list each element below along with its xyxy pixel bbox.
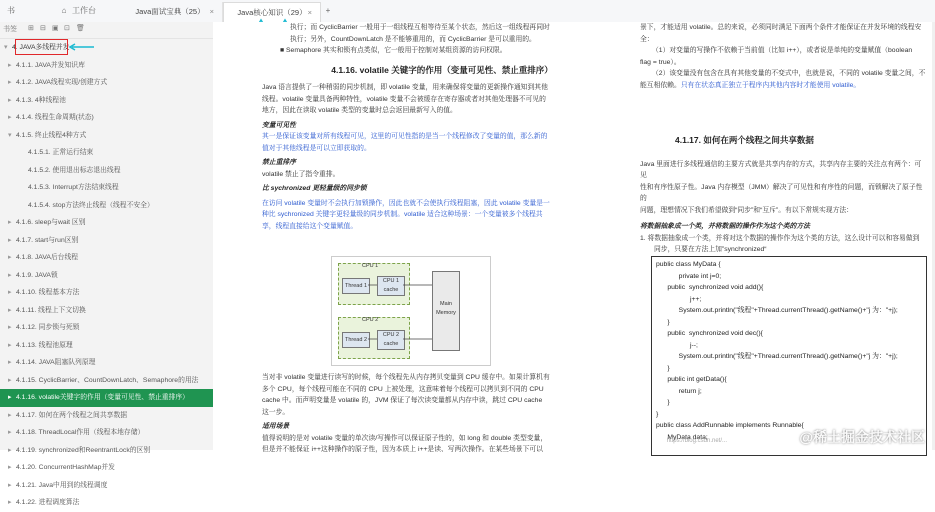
close-icon[interactable]: × [307,8,312,17]
chevron-right-icon[interactable]: ▸ [8,96,12,104]
sidebar-item-label: 4.1.12. 同步锁与死锁 [16,324,80,331]
text-line: 其一是保证该变量对所有线程可见，这里的可见性指的是当一个线程修改了变量的值，那么新的 [262,133,548,140]
chevron-right-icon[interactable]: ▸ [8,376,12,384]
text-line: 值对于其他线程是可以立即获取的。 [262,144,371,152]
code-line: public synchronized void add(){ [656,284,764,291]
thread1-label: Thread 1 [344,283,367,289]
text-line: 在访问 volatile 变量时不会执行加锁操作，因此也就不会使执行线程阻塞，因此 volatile 变量是一 [262,199,550,207]
document-viewer[interactable] [213,22,935,453]
sidebar-item[interactable] [0,92,213,110]
code-line: MyData data; [656,433,708,441]
code-line: } [656,410,659,418]
section-heading: 4.1.16. volatile 关键字的作用（变量可见性、禁止重排序） [331,64,553,75]
home-tab[interactable] [72,4,112,18]
chevron-right-icon[interactable]: ▸ [8,324,12,331]
text-line: volatile 禁止了指令重排。 [262,170,340,178]
sidebar-item-label: 4.1.14. JAVA阻塞队列原理 [16,359,96,366]
code-line: } [656,399,670,406]
sidebar-item-label: 4.1.22. 进程调度算法 [16,499,80,506]
code-lines [656,259,922,443]
sidebar-item[interactable] [0,127,213,145]
sidebar-item-label: 4.1.15. CyclicBarrier、CountDownLatch、Semaphore的用法 [16,376,199,384]
sidebar-item[interactable] [0,249,213,267]
sidebar-item-label: 4.1.5. 终止线程4种方式 [16,131,87,139]
text-line: 景下，才能适用 volatile。总的来说，必须同时满足下面两个条件才能保证在并发环境的线程安 [640,24,922,31]
collapse-all-icon[interactable]: ⊟ [40,25,46,32]
chevron-right-icon[interactable]: ▸ [8,499,12,506]
subheading: 适用场景 [262,423,290,430]
chevron-right-icon[interactable]: ▸ [8,236,12,244]
chevron-right-icon[interactable]: ▸ [8,79,12,86]
text-line: 多个 CPU，每个线程可能在不同的 CPU 上被处理，这意味着每个线程可以拷贝到不同的 CPU [262,385,544,393]
sidebar-item[interactable] [0,197,213,215]
cpu1-label: CPU 1 [362,263,379,269]
bullet-item: ■ Semaphore 其实和锁有点类似，它一般用于控制对某组资源的访问权限。 [280,47,507,54]
toc-toggle-icon[interactable] [4,4,18,18]
sidebar-item-label: 4.1.11. 线程上下文切换 [16,306,86,314]
sidebar-item-label: 4.1.1. JAVA并发知识库 [16,61,85,69]
expand-all-icon[interactable]: ⊞ [28,25,34,32]
sidebar-item[interactable] [0,284,213,302]
bookmark-label[interactable]: 书签 [3,26,17,33]
page-left-column [262,22,622,232]
home-tab-label: 工作台 [72,6,96,15]
text-line [640,80,928,92]
sidebar-item[interactable] [0,57,213,75]
arrow-pointer-icon [66,42,96,52]
text-span: 只有在状态真正独立于程序内其他内容时才能使用 volatile。 [680,81,861,89]
diagram-arrows [332,257,490,365]
sidebar-item[interactable] [0,74,213,92]
tab-label: Java核心知识（29） [237,8,307,17]
top-toolbar [0,0,935,23]
sidebar-item[interactable] [0,267,213,285]
sidebar-item[interactable] [0,214,213,232]
chevron-right-icon[interactable]: ▾ [4,44,8,51]
code-line: private int j=0; [656,272,722,280]
sidebar-item-label: 4.1.5.1. 正常运行结束 [28,149,94,156]
chevron-right-icon[interactable]: ▸ [8,429,12,436]
chevron-right-icon[interactable]: ▸ [8,306,12,314]
text-line: 性和有序性原子性。Java 内存模型（JMM）解决了可见性和有序性的问题，而锁解决了原子性的 [640,183,923,202]
text-line: 种比 sychronized 关键字更轻量级的同步机制。volatile 适合这种场景：一个变量被多个线程共 [262,211,543,218]
code-line: } [656,318,670,326]
code-line: return j; [656,387,702,395]
text-line: 享，线程直接给这个变量赋值。 [262,222,358,230]
chevron-right-icon[interactable]: ▸ [8,411,12,419]
sidebar-item[interactable] [0,144,213,162]
code-line: j++; [656,295,702,303]
tab-label: Java面试宝典（25） [135,7,205,16]
text-line: 值得说明的是对 volatile 变量的单次读/写操作可以保证原子性的，如 long 和 double 类型变量， [262,434,548,442]
sidebar-item-label: 4.1.9. JAVA锁 [16,271,58,279]
sidebar-toolbar [0,22,213,39]
subheading: 禁止重排序 [262,159,296,166]
text-line: 执行；另外，CountDownLatch 是不能够重用的，而 CyclicBarrier 是可以重用的。 [290,35,536,43]
code-line: public class MyData { [656,261,721,268]
delete-icon[interactable]: 🗑 [76,25,85,32]
sidebar-item-label: 4.1.19. synchronized和ReentrantLock的区别 [16,446,151,454]
sidebar-item-label: 4.1.8. JAVA后台线程 [16,254,79,261]
watermark-url: https://blog.csdn.net/... [666,438,727,444]
cache1-label: CPU 1 cache [382,278,400,293]
sidebar-item-label: 4.1.2. JAVA线程实现/创建方式 [16,79,108,86]
code-line: } [656,364,670,372]
sidebar-item[interactable] [0,337,213,355]
chevron-right-icon[interactable]: ▸ [8,394,12,401]
chevron-right-icon[interactable]: ▸ [8,219,12,226]
text-line: cache 中。而声明变量是 volatile 的，JVM 保证了每次读变量都从内存中读，跳过 CPU cache [262,397,543,404]
toc-list [0,39,213,512]
chevron-right-icon[interactable]: ▸ [8,289,12,296]
sidebar-item[interactable] [0,424,213,442]
text-line: 问题，理想情况下我们希望做到“同步”和“互斥”。有以下常规实现方法： [640,206,853,214]
toc-icon-label: 书 [7,6,15,15]
chevron-right-icon[interactable]: ▸ [8,464,12,471]
sidebar-item-label: 4.1.17. 如何在两个线程之间共享数据 [16,411,128,419]
subheading: 将数据抽象成一个类，并将数据的操作作为这个类的方法 [640,223,810,230]
chevron-right-icon[interactable]: ▸ [8,114,12,121]
sidebar-item[interactable] [0,319,213,337]
sidebar-item[interactable] [0,372,213,390]
sidebar-item-label: 4.1.3. 4种线程池 [16,96,66,104]
sidebar-item[interactable] [0,302,213,320]
code-line: public synchronized void dec(){ [656,330,763,337]
text-line: 地方，因此在读取 volatile 类型的变量时总会返回最新写入的值。 [262,107,457,114]
sidebar-item[interactable] [0,477,213,495]
sidebar-item-label: 4. JAVA多线程并发 [12,44,70,51]
sidebar-item-label: 4.1.21. Java中用到的线程调度 [16,481,108,489]
sidebar-item-label: 4.1.18. ThreadLocal作用（线程本地存储） [16,429,145,436]
text-line: Java 语言提供了一种稍弱的同步机制，即 volatile 变量，用来确保将变量的更新操作通知到其他 [262,84,548,91]
code-line: public int getData(){ [656,376,727,383]
cpu-cache-diagram [331,256,491,366]
text-line: 当对非 volatile 变量进行读写的时候，每个线程先从内存拷贝变量到 CPU 缓存中。如果计算机有 [262,374,550,381]
sidebar-item[interactable] [0,232,213,250]
chevron-right-icon[interactable]: ▸ [8,359,12,366]
chevron-right-icon[interactable]: ▸ [8,254,12,261]
chevron-right-icon[interactable]: ▸ [8,61,12,69]
sidebar-item-label: 4.1.20. ConcurrentHashMap并发 [16,464,115,471]
text-line: 线程。volatile 变量具备两种特性，volatile 变量不会被缓存在寄存器或者对其他处理器不可见的 [262,95,546,103]
highlight-box [15,39,68,55]
text-line: flag = true）。 [640,58,681,66]
section-heading: 4.1.17. 如何在两个线程之间共享数据 [675,135,814,145]
sidebar-item[interactable] [0,179,213,197]
text-line: 但是并不能保证 i++这种操作的原子性，因为本质上 i++是读、写两次操作。在某些场景下可以 [262,446,543,453]
text-line: Java 里面进行多线程通信的主要方式就是共享内存的方式，共享内存主要的关注点有两个：可见 [640,160,922,179]
memory-label: Main Memory [436,301,456,316]
sidebar-item-label: 4.1.16. volatile关键字的作用（变量可见性、禁止重排序） [16,394,189,401]
sidebar-item-label: 4.1.7. start与run区别 [16,236,79,244]
add-tab-button[interactable] [322,4,334,18]
thread2-label: Thread 2 [344,337,367,343]
cpu2-label: CPU 2 [362,317,379,323]
sidebar-item-label: 4.1.13. 线程池原理 [16,341,73,349]
sidebar-toc [0,22,214,506]
code-line: System.out.println("线程"+Thread.currentThread().getName()+"j 为："+j); [656,307,898,314]
chevron-right-icon[interactable]: ▸ [8,446,12,454]
text-line: 这一步。 [262,408,290,416]
code-line: public class AddRunnable implements Runnable{ [656,422,804,429]
text-line: （1）对变量的写操作不依赖于当前值（比如 i++），或者说是单纯的变量赋值（boolean [652,47,913,54]
sidebar-item-label: 4.1.5.3. Interrupt方法结束线程 [28,184,119,191]
sidebar-item-label: 4.1.4. 线程生命周期(状态) [16,114,94,121]
subheading: 比 sychronized 更轻量级的同步锁 [262,185,367,192]
close-icon[interactable]: × [209,7,214,16]
text-span: 能互相依赖。 [640,81,681,89]
tab-java-interview[interactable] [118,2,223,22]
text-line: （2）该变量没有包含在具有其他变量的不变式中，也就是说，不同的 volatile 变量之间，不 [652,70,926,77]
text-line: 执行；而 CyclicBarrier 一般用于一组线程互相等待至某个状态，然后这一组线程再同时 [290,24,550,31]
text-line: 同步，只要在方法上加”synchronized“ [654,246,767,253]
text-line: 全： [640,35,654,43]
sidebar-item[interactable] [0,162,213,180]
sidebar-item-label: 4.1.5.2. 使用退出标志退出线程 [28,166,121,174]
home-icon[interactable]: ⌂ [61,6,67,15]
code-block [651,256,927,456]
subheading: 变量可见性 [262,121,296,129]
sidebar-item[interactable] [0,354,213,372]
bullet-text: Semaphore 其实和锁有点类似，它一般用于控制对某组资源的访问权限。 [286,47,507,54]
page-left-column-lower [262,372,622,456]
watermark: @稀土掘金技术社区 [799,429,925,445]
sidebar-item[interactable] [0,442,213,460]
sidebar-item[interactable] [0,109,213,127]
chevron-right-icon[interactable]: ▸ [8,481,12,489]
bookmark-add-icon[interactable]: ▣ [52,25,59,32]
sidebar-item[interactable] [0,494,213,512]
sidebar-item-label: 4.1.6. sleep与wait 区别 [16,219,86,226]
chevron-right-icon[interactable]: ▾ [8,131,12,139]
chevron-right-icon[interactable]: ▸ [8,341,12,349]
cache2-label: CPU 2 cache [382,332,400,347]
code-line: j--; [656,341,698,349]
sidebar-item[interactable] [0,389,213,407]
code-line: System.out.println("线程"+Thread.currentThread().getName()+"j 为："+j); [656,353,898,360]
add-tab-label: + [325,6,331,15]
sidebar-item[interactable] [0,459,213,477]
sidebar-item-label: 4.1.10. 线程基本方法 [16,289,80,296]
bookmark-remove-icon[interactable]: ⊡ [64,25,70,32]
chevron-right-icon[interactable]: ▸ [8,271,12,279]
sidebar-item-label: 4.1.5.4. stop方法终止线程（线程不安全） [28,201,154,209]
sidebar-item[interactable] [0,407,213,425]
page-right-column [640,22,928,256]
text-line: 1. 将数据抽象成一个类，并将对这个数据的操作作为这个类的方法，这么设计可以和容易做到 [640,234,920,242]
